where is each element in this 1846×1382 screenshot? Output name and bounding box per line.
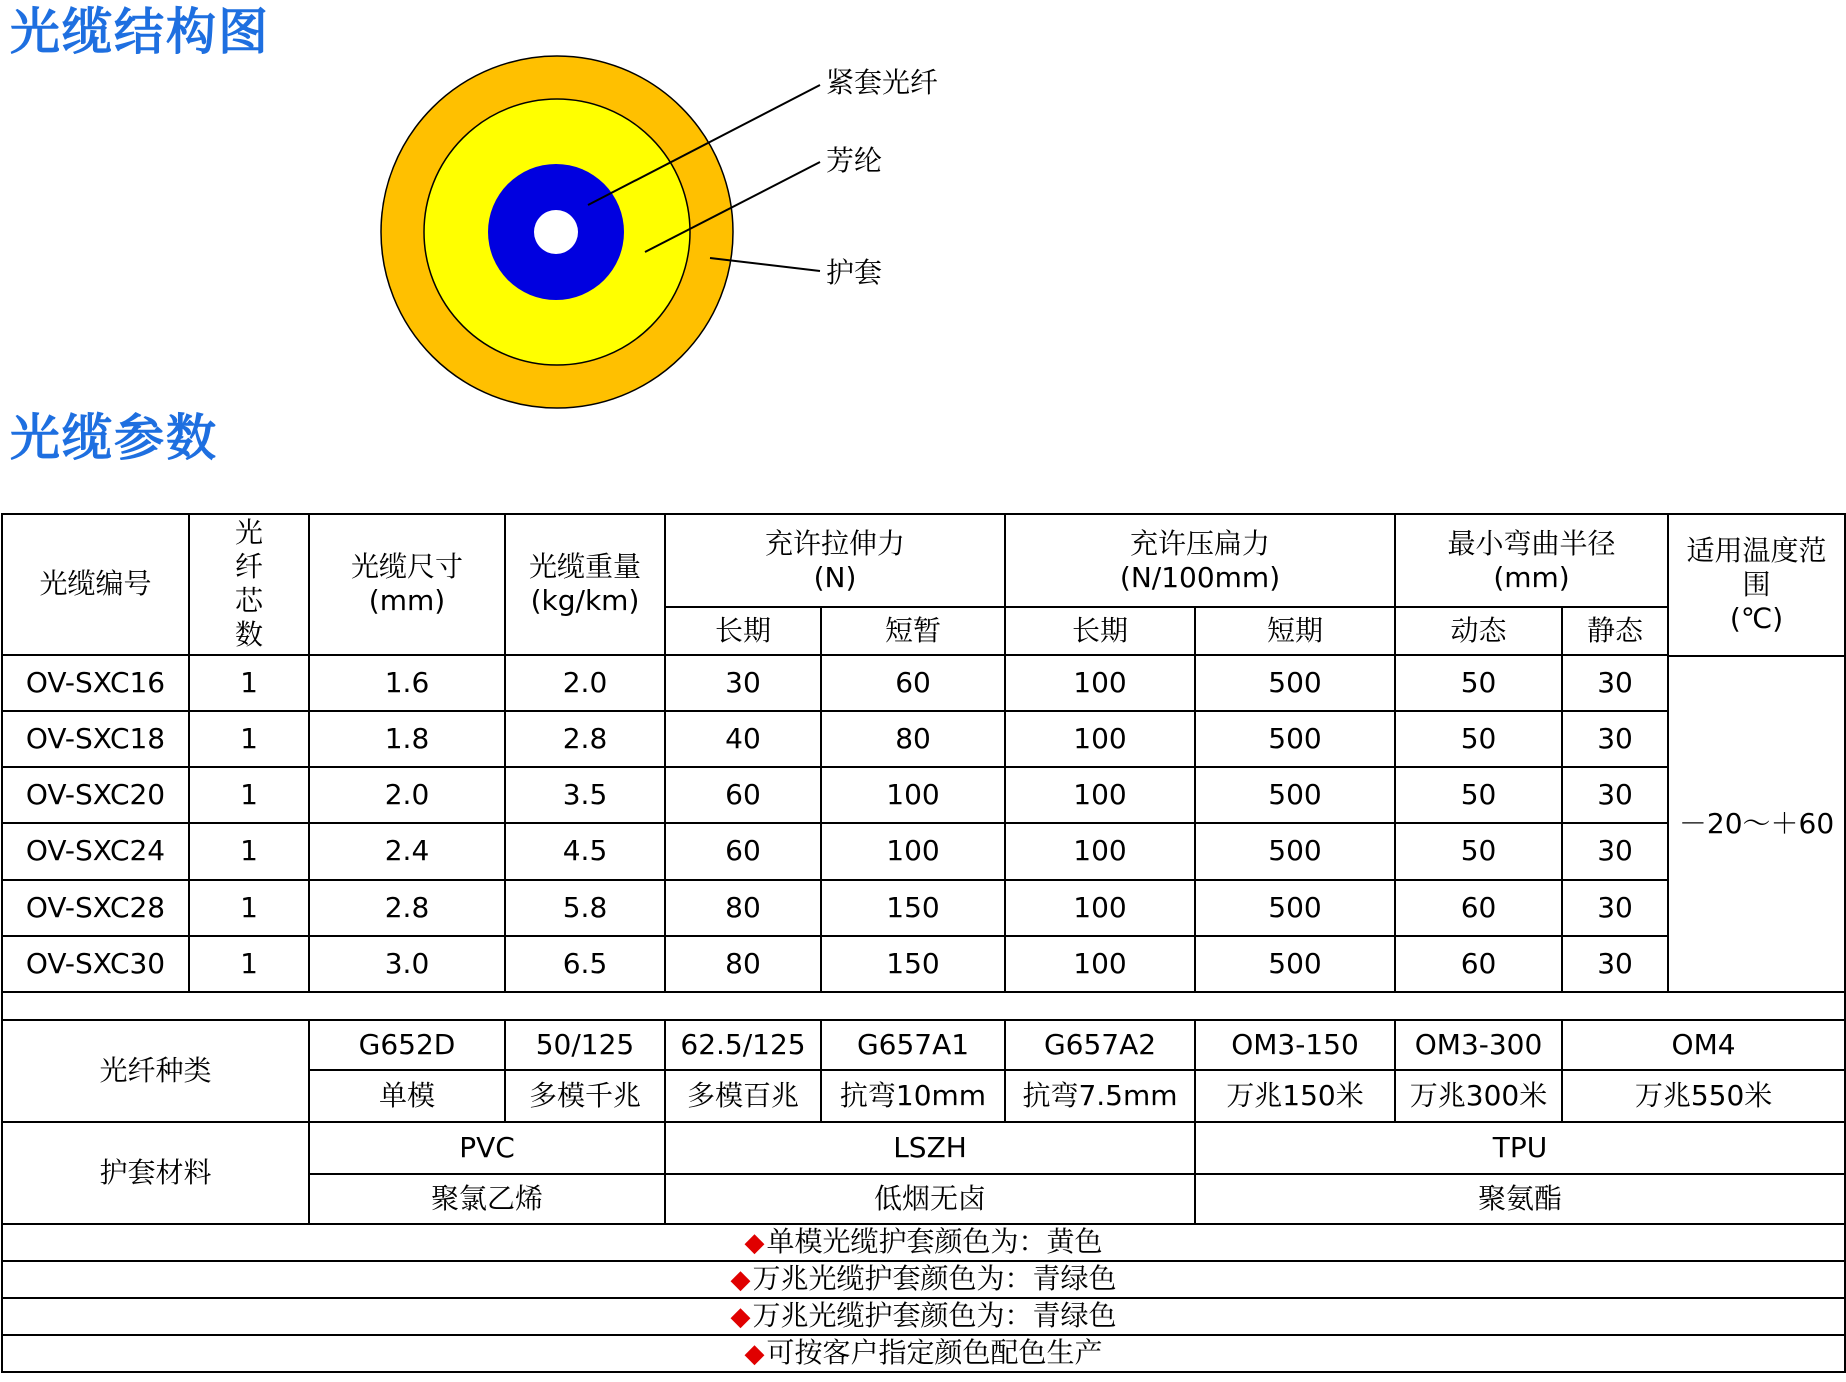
table-row — [2, 823, 1845, 879]
header-model: 光缆编号 — [2, 514, 189, 655]
cell-model: OV-SXC20 — [2, 767, 189, 823]
cable-parameter-table — [1, 513, 1846, 1373]
cell-cores: 1 — [189, 767, 309, 823]
note-row — [2, 1298, 1845, 1335]
cell-cores: 1 — [189, 711, 309, 767]
header-crush: 充许压扁力 (N/100mm) — [1005, 514, 1395, 607]
note-text: 可按客户指定颜色配色生产 — [766, 1336, 1103, 1369]
jacket-code: PVC — [309, 1122, 665, 1174]
diamond-bullet-icon: ◆ — [744, 1228, 765, 1258]
cable-cross-section-diagram — [0, 0, 1000, 410]
jacket-code: TPU — [1195, 1122, 1845, 1174]
fiber-code: G657A2 — [1005, 1020, 1195, 1070]
label-jacket: 护套 — [826, 256, 883, 289]
header-bend: 最小弯曲半径 (mm) — [1395, 514, 1668, 607]
fiber-name: 万兆300米 — [1395, 1070, 1562, 1122]
cell-size: 2.0 — [309, 767, 505, 823]
cell-tensile-long: 40 — [665, 711, 821, 767]
fiber-name: 多模百兆 — [665, 1070, 821, 1122]
header-temp-unit: (℃) — [1729, 602, 1784, 635]
cell-size: 1.6 — [309, 655, 505, 711]
cell-size: 2.4 — [309, 823, 505, 879]
cell-crush-long: 100 — [1005, 880, 1195, 936]
header-row-1 — [2, 514, 1845, 607]
fiber-code: OM3-150 — [1195, 1020, 1395, 1070]
cell-tensile-short: 60 — [821, 655, 1005, 711]
cell-weight: 6.5 — [505, 936, 665, 992]
header-bend-static: 静态 — [1562, 607, 1668, 654]
cell-bend-dynamic: 50 — [1395, 767, 1562, 823]
section-title-structure: 光缆结构图 — [10, 3, 270, 61]
diamond-bullet-icon: ◆ — [730, 1265, 751, 1295]
cell-crush-long: 100 — [1005, 936, 1195, 992]
fiber-name: 抗弯7.5mm — [1005, 1070, 1195, 1122]
note-text: 单模光缆护套颜色为：黄色 — [766, 1225, 1103, 1258]
cell-size: 2.8 — [309, 880, 505, 936]
header-size: 光缆尺寸 (mm) — [309, 514, 505, 655]
header-crush-long: 长期 — [1005, 607, 1195, 654]
temp-range-value: －20～＋60 — [1678, 807, 1835, 840]
fiber-code: 62.5/125 — [665, 1020, 821, 1070]
cell-weight: 5.8 — [505, 880, 665, 936]
cell-tensile-short: 150 — [821, 880, 1005, 936]
fiber-type-code-row — [2, 1020, 1845, 1070]
note-row — [2, 1335, 1845, 1372]
fiber-name: 多模千兆 — [505, 1070, 665, 1122]
cell-crush-short: 500 — [1195, 767, 1395, 823]
fiber-name: 万兆550米 — [1562, 1070, 1845, 1122]
jacket-name: 低烟无卤 — [665, 1174, 1195, 1224]
diamond-bullet-icon: ◆ — [744, 1339, 765, 1369]
cell-model: OV-SXC28 — [2, 880, 189, 936]
cell-tensile-short: 150 — [821, 936, 1005, 992]
cell-crush-long: 100 — [1005, 655, 1195, 711]
fiber-name: 单模 — [309, 1070, 505, 1122]
cell-weight: 2.8 — [505, 711, 665, 767]
cell-model: OV-SXC18 — [2, 711, 189, 767]
cell-model: OV-SXC24 — [2, 823, 189, 879]
cell-bend-dynamic: 60 — [1395, 880, 1562, 936]
header-temp: 适用温度范围 — [1686, 534, 1827, 601]
cell-tensile-long: 80 — [665, 936, 821, 992]
temp-range-cell — [1668, 514, 1845, 992]
cell-tensile-short: 100 — [821, 823, 1005, 879]
cell-tensile-long: 60 — [665, 767, 821, 823]
cell-size: 3.0 — [309, 936, 505, 992]
fiber-code: G652D — [309, 1020, 505, 1070]
spacer-row — [2, 992, 1845, 1020]
fiber-code: OM4 — [1562, 1020, 1845, 1070]
cell-bend-static: 30 — [1562, 936, 1668, 992]
note-row — [2, 1224, 1845, 1261]
cell-bend-static: 30 — [1562, 880, 1668, 936]
cell-bend-dynamic: 50 — [1395, 655, 1562, 711]
section-title-parameters: 光缆参数 — [10, 409, 218, 467]
header-bend-dynamic: 动态 — [1395, 607, 1562, 654]
cell-crush-short: 500 — [1195, 936, 1395, 992]
cell-bend-static: 30 — [1562, 711, 1668, 767]
fiber-core — [534, 210, 578, 254]
fiber-code: 50/125 — [505, 1020, 665, 1070]
note-text: 万兆光缆护套颜色为：青绿色 — [752, 1299, 1117, 1332]
fiber-code: OM3-300 — [1395, 1020, 1562, 1070]
table-row — [2, 880, 1845, 936]
header-tensile-long: 长期 — [665, 607, 821, 654]
cell-crush-long: 100 — [1005, 711, 1195, 767]
cell-cores: 1 — [189, 936, 309, 992]
header-weight: 光缆重量 (kg/km) — [505, 514, 665, 655]
cell-model: OV-SXC30 — [2, 936, 189, 992]
label-fiber: 紧套光纤 — [826, 66, 939, 99]
jacket-name: 聚氨酯 — [1195, 1174, 1845, 1224]
cell-weight: 2.0 — [505, 655, 665, 711]
cell-cores: 1 — [189, 880, 309, 936]
table-row — [2, 936, 1845, 992]
fiber-code: G657A1 — [821, 1020, 1005, 1070]
cell-tensile-short: 100 — [821, 767, 1005, 823]
cell-bend-dynamic: 60 — [1395, 936, 1562, 992]
cell-bend-static: 30 — [1562, 655, 1668, 711]
header-tensile-short: 短暂 — [821, 607, 1005, 654]
jacket-name: 聚氯乙烯 — [309, 1174, 665, 1224]
cell-cores: 1 — [189, 655, 309, 711]
cell-tensile-long: 30 — [665, 655, 821, 711]
cell-size: 1.8 — [309, 711, 505, 767]
jacket-code: LSZH — [665, 1122, 1195, 1174]
cell-model: OV-SXC16 — [2, 655, 189, 711]
header-crush-short: 短期 — [1195, 607, 1395, 654]
cell-crush-short: 500 — [1195, 655, 1395, 711]
cell-weight: 3.5 — [505, 767, 665, 823]
diamond-bullet-icon: ◆ — [730, 1302, 751, 1332]
table-row — [2, 711, 1845, 767]
cell-crush-short: 500 — [1195, 711, 1395, 767]
table-row — [2, 767, 1845, 823]
cell-bend-dynamic: 50 — [1395, 823, 1562, 879]
cell-weight: 4.5 — [505, 823, 665, 879]
cell-cores: 1 — [189, 823, 309, 879]
cell-crush-long: 100 — [1005, 767, 1195, 823]
header-cores: 光纤芯数 — [189, 514, 309, 655]
cell-tensile-long: 80 — [665, 880, 821, 936]
fiber-type-label: 光纤种类 — [2, 1020, 309, 1122]
note-text: 万兆光缆护套颜色为：青绿色 — [752, 1262, 1117, 1295]
jacket-material-code-row — [2, 1122, 1845, 1174]
cell-crush-short: 500 — [1195, 880, 1395, 936]
fiber-name: 抗弯10mm — [821, 1070, 1005, 1122]
label-aramid: 芳纶 — [826, 144, 883, 177]
cell-crush-short: 500 — [1195, 823, 1395, 879]
jacket-material-label: 护套材料 — [2, 1122, 309, 1224]
header-tensile: 充许拉伸力 (N) — [665, 514, 1005, 607]
cell-crush-long: 100 — [1005, 823, 1195, 879]
cell-tensile-short: 80 — [821, 711, 1005, 767]
cell-bend-dynamic: 50 — [1395, 711, 1562, 767]
cell-tensile-long: 60 — [665, 823, 821, 879]
table-row — [2, 655, 1845, 711]
fiber-name: 万兆150米 — [1195, 1070, 1395, 1122]
cell-bend-static: 30 — [1562, 767, 1668, 823]
cell-bend-static: 30 — [1562, 823, 1668, 879]
note-row — [2, 1261, 1845, 1298]
